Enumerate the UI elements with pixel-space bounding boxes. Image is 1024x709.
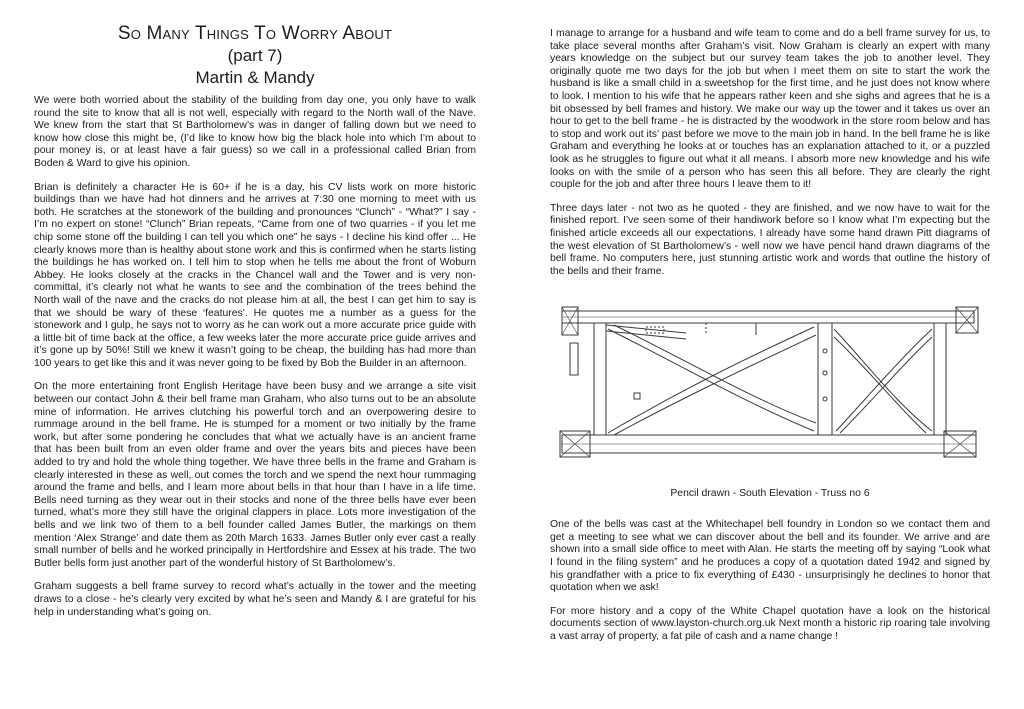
bell-frame-drawing	[556, 303, 980, 469]
right-column	[550, 0, 990, 655]
paragraph: For more history and a copy of the White Chapel quotation have a look on the historical documents section of www.layston-church.org.uk Next month a historic rip roaring tale involving a vast array of property, a fat pile of cash and a name change !	[550, 605, 990, 643]
paragraph: On the more entertaining front English Heritage have been busy and we arrange a site visit between our contact John & their bell frame man Graham, who also turns out to be an absolute mine of information. He arrives clutching his powerful torch and an overpowering desire to rummage around in the bell frame. He is stumped for a moment or two initially by the frame work, but after some pondering he concludes that what we actually have is an ancient frame that has been built from an even older frame and over the years bits and pieces have been added to try and hold the whole thing together. We have three bells in the frame and Graham is clearly interested in these as well, out comes the torch and we spend the next hour rummaging around the frame and bells, and I learn more about bells in that hour than I have in a life time. Bells need turning as they wear out in their stocks and none of the three bells have ever been turned, what’s more they still have the original clappers in place. Lots more investigation of the bells and we link two of them to a bell founder called James Butler, the markings on them mention ‘Alex Strange’ and date them as 20th March 1633. James Butler only ever cast a really small number of bells and he worked principally in Hertfordshire and Essex at his trade. The two Butler bells form just another part of the wonderful history of St Bartholomew’s.	[34, 381, 476, 569]
paragraph: Brian is definitely a character He is 60+ if he is a day, his CV lists work on more historic buildings than we have had hot dinners and he arrives at 7:30 one morning to meet with us both. He scratches at the stonework of the building and pronounces “Clunch” - “What?” I say - I’m no expert on stone! “Clunch” Brian repeats, “Came from one of two quarries - if you let me chip some stone off the building I can tell you which one” he says - I decline his kind offer ... He clearly knows more than is healthy about stone work and this is confirmed when he starts listing the buildings he has worked on. I tell him to stop when he tells me about the front of Woburn Abbey. He looks closely at the cracks in the Chancel wall and the Tower and is very non-committal, it’s clearly not what he wants to see and the combination of the trees behind the North wall of the nave and the cracks do not please him at all, the best I can get him to say is that we should be wary of these ‘features’. He quotes me a number as a guess for the stonework and I gulp, he says not to worry as he can work out a more accurate price guide with a little bit of time back at the office, a few weeks later the more accurate price guide arrives and it’s gone up by 50%! Still we knew it wasn’t going to be cheap, the building has had more than 100 years to get like this and it was never going to be fixed by Bob the Builder in an afternoon.	[34, 181, 476, 369]
article-header	[34, 22, 476, 89]
paragraph: Three days later - not two as he quoted - they are finished, and we now have to wait for the finished report. I’ve seen some of their handiwork before so I know what I’m expecting but the finished article exceeds all our expectations. I already have some hand drawn Pitt diagrams of the west elevation of St Bartholomew’s - well now we have pencil hand drawn diagrams of the bell frame. No computers here, just stunning artistic work and words that outline the history of the bells and their frame.	[550, 202, 990, 277]
paragraph: One of the bells was cast at the Whitechapel bell foundry in London so we contact them and get a meeting to see what we can discover about the bell and its founder. We arrive and are shown into a small side office to meet with Alan. He starts the meeting off by saying “Look what I found in the filing system” and he produces a copy of a quotation dated 1942 and signed by his grandfather with a price to fix everything of £430 - unsurprisingly he declines to honor that quotation when we ask!	[550, 519, 990, 594]
article-part: (part 7)	[227, 46, 283, 65]
left-column	[34, 0, 476, 630]
article-title: So Many Things To Worry About	[117, 23, 393, 44]
paragraph: Graham suggests a bell frame survey to record what’s actually in the tower and the meeting draws to a close - he’s clearly very excited by what he’s seen and Mandy & I are grateful for his help in understanding what’s going on.	[34, 581, 476, 618]
article-authors: Martin & Mandy	[195, 68, 315, 87]
paragraph: We were both worried about the stability of the building from day one, you only have to walk round the site to know that all is not well, especially with regard to the North wall of the Nave. We knew from the start that St Bartholomew’s was in danger of falling down but we need to know how close this might be, (I’d like to know how big the black hole into which I’m about to pour money is, or at least have a fair guess) so we call in a professional called Brian from Boden & Ward to give his opinion.	[34, 95, 476, 169]
figure-caption: Pencil drawn - South Elevation - Truss no 6	[670, 488, 870, 500]
paragraph: I manage to arrange for a husband and wife team to come and do a bell frame survey for us, to take place several months after Graham’s visit. Now Graham is clearly an expert with many years knowledge on the subject but our survey team takes the job to another level. They originally quote me two days for the job but when I meet them on site to start the work the husband is like a small child in a sweetshop for the first time, and he just does not know where to look. I mention to his wife that he appears rather keen and she sighs and agrees that he is a bit obsessed by bell frames and history. We make our way up the tower and it takes us over an hour to get to the bell frame - he is distracted by the woodwork in the store room below and has to stop and work out its’ past before we move to the main job in hand. In the bell frame he is like Graham and everything he looks at or touches has an explanation attached to it, or a puzzled look as he struggles to figure out what it all means. I absorb more new knowledge and his wife looks on with the smile of a person who has seen this all before. They are clearly the right couple for the job and after three hours I leave them to it!	[550, 28, 990, 191]
